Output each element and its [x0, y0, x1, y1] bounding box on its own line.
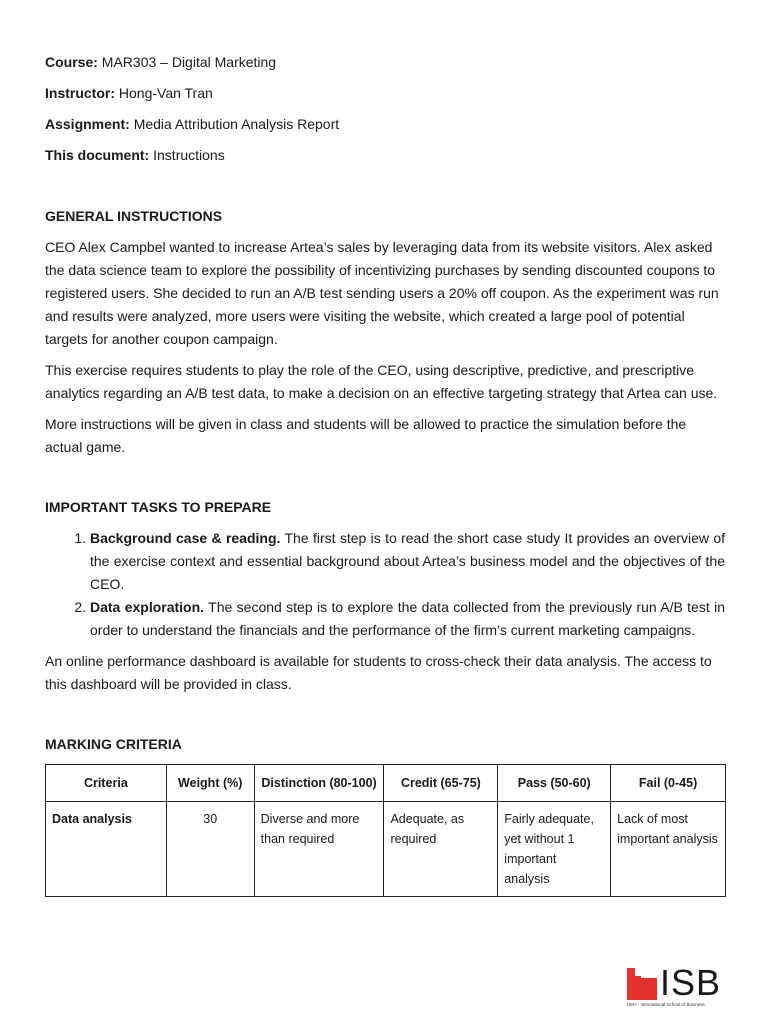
header-credit: Credit (65-75) [384, 765, 498, 802]
marking-criteria-table [45, 764, 726, 897]
document-line: This document: Instructions [45, 147, 225, 163]
general-paragraph-1: CEO Alex Campbel wanted to increase Artea’s sales by leveraging data from its website visitors. Alex asked the data science team to explore the possibility of incentivizing purchases by sending discounted coupons to registered users. She decided to run an A/B test sending users a 20% off coupon. As the experiment was run and results were analyzed, more users were visiting the website, which created a large pool of potential targets for another coupon campaign. [45, 239, 719, 347]
cell-criteria: Data analysis [46, 802, 167, 897]
general-paragraph-2: This exercise requires students to play the role of the CEO, using descriptive, predictive, and prescriptive analytics regarding an A/B test data, to make a decision on an effective targeting strategy that Artea can use. [45, 362, 718, 401]
document-page [45, 52, 725, 897]
cell-weight: 30 [166, 802, 254, 897]
isb-logo-mark-icon [627, 968, 657, 1000]
instructor-line: Instructor: Hong-Van Tran [45, 85, 213, 101]
header-fail: Fail (0-45) [611, 765, 726, 802]
table-row [46, 802, 726, 897]
cell-distinction: Diverse and more than required [254, 802, 384, 897]
assignment-value: Media Attribution Analysis Report [133, 116, 340, 132]
instructor-value: Hong-Van Tran [118, 85, 213, 101]
general-paragraph-3: More instructions will be given in class and students will be allowed to practice the simulation before the actual game. [45, 416, 687, 455]
task-item-background: 1. Background case & reading. The first step is to read the short case study It provides an overview of the exercise context and essential background about Artea’s business model and the objectives of the CEO. [90, 527, 725, 596]
document-value: Instructions [153, 147, 225, 163]
assignment-line: Assignment: Media Attribution Analysis Report [45, 116, 340, 132]
isb-logo-subtitle: UEH - International School of Business [627, 1002, 705, 1007]
header-criteria: Criteria [46, 765, 167, 802]
cell-fail: Lack of most important analysis [611, 802, 726, 897]
header-weight: Weight (%) [166, 765, 254, 802]
task-item-data-exploration: 2. Data exploration. The second step is to explore the data collected from the previously run A/B test in order to understand the financials and the performance of the firm’s current marketing campaigns. [90, 596, 725, 642]
task-list [45, 527, 725, 642]
general-instructions-heading: GENERAL INSTRUCTIONS [45, 208, 223, 224]
header-distinction: Distinction (80-100) [254, 765, 384, 802]
cell-credit: Adequate, as required [384, 802, 498, 897]
table-header-row [46, 765, 726, 802]
course-line: Course: MAR303 – Digital Marketing [45, 54, 277, 70]
marking-criteria-heading: MARKING CRITERIA [45, 736, 182, 752]
isb-logo [627, 962, 725, 1012]
important-tasks-heading: IMPORTANT TASKS TO PREPARE [45, 499, 272, 515]
dashboard-paragraph: An online performance dashboard is available for students to cross-check their data analysis. The access to this dashboard will be provided in class. [45, 653, 712, 692]
isb-logo-text: ISB [660, 962, 722, 1003]
cell-pass: Fairly adequate, yet without 1 important analysis [498, 802, 611, 897]
header-pass: Pass (50-60) [498, 765, 611, 802]
course-value: MAR303 – Digital Marketing [101, 54, 277, 70]
